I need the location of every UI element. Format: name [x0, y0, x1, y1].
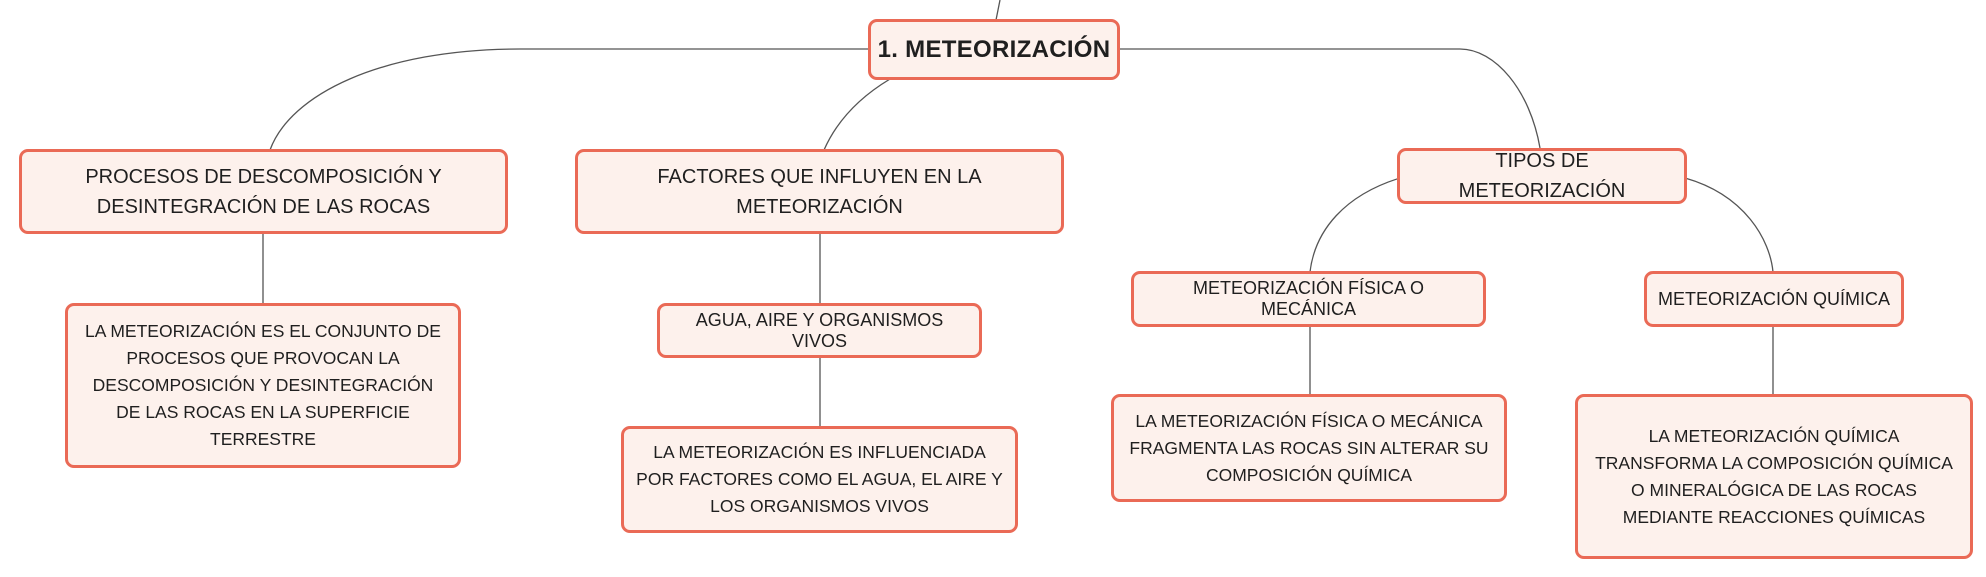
node-fisica[interactable]	[1131, 271, 1486, 327]
node-fisica-label: METEORIZACIÓN FÍSICA O MECÁNICA	[1192, 278, 1425, 319]
node-tipos-label: TIPOS DE METEORIZACIÓN	[1458, 150, 1626, 202]
node-agua-aire[interactable]	[657, 303, 982, 358]
node-quimica-detail[interactable]	[1575, 394, 1973, 559]
node-procesos-label: PROCESOS DE DESCOMPOSICIÓN Y DESINTEGRACIÓN DE LAS ROCAS	[85, 165, 442, 218]
node-quimica-label: METEORIZACIÓN QUÍMICA	[1657, 288, 1890, 309]
node-factores[interactable]	[575, 149, 1064, 234]
connector-root-parent	[996, 0, 1000, 20]
connector-tipos-fisica	[1310, 178, 1400, 272]
node-procesos[interactable]	[19, 149, 508, 234]
node-agua-aire-label: AGUA, AIRE Y ORGANISMOS VIVOS	[695, 309, 944, 351]
node-quimica-detail-text: LA METEORIZACIÓN QUÍMICA TRANSFORMA LA COMPOSICIÓN QUÍMICA O MINERALÓGICA DE LAS ROCAS MEDIANTE REACCIONES QUÍMICAS	[1595, 425, 1953, 527]
node-quimica[interactable]	[1644, 271, 1904, 327]
node-factores-detail-text: LA METEORIZACIÓN ES INFLUENCIADA POR FACTORES COMO EL AGUA, EL AIRE Y LOS ORGANISMOS VIVOS	[636, 442, 1003, 516]
connector-root-tipos	[1120, 49, 1540, 148]
node-factores-label: FACTORES QUE INFLUYEN EN LA METEORIZACIÓN	[657, 165, 982, 218]
node-procesos-detail-text: LA METEORIZACIÓN ES EL CONJUNTO DE PROCESOS QUE PROVOCAN LA DESCOMPOSICIÓN Y DESINTEGRACIÓN DE LAS ROCAS EN LA SUPERFICIE TERRESTRE	[85, 321, 441, 449]
node-procesos-detail[interactable]	[65, 303, 461, 468]
node-factores-detail[interactable]	[621, 426, 1018, 533]
node-fisica-detail[interactable]	[1111, 394, 1507, 502]
node-tipos[interactable]	[1397, 148, 1687, 204]
node-fisica-detail-text: LA METEORIZACIÓN FÍSICA O MECÁNICA FRAGMENTA LAS ROCAS SIN ALTERAR SU COMPOSICIÓN QUÍMICA	[1129, 410, 1489, 485]
root-label: 1. METEORIZACIÓN	[877, 35, 1111, 63]
connector-root-procesos	[270, 49, 868, 150]
root-node[interactable]	[868, 19, 1120, 80]
connector-root-factores	[824, 79, 890, 150]
connector-tipos-quimica	[1685, 178, 1773, 272]
